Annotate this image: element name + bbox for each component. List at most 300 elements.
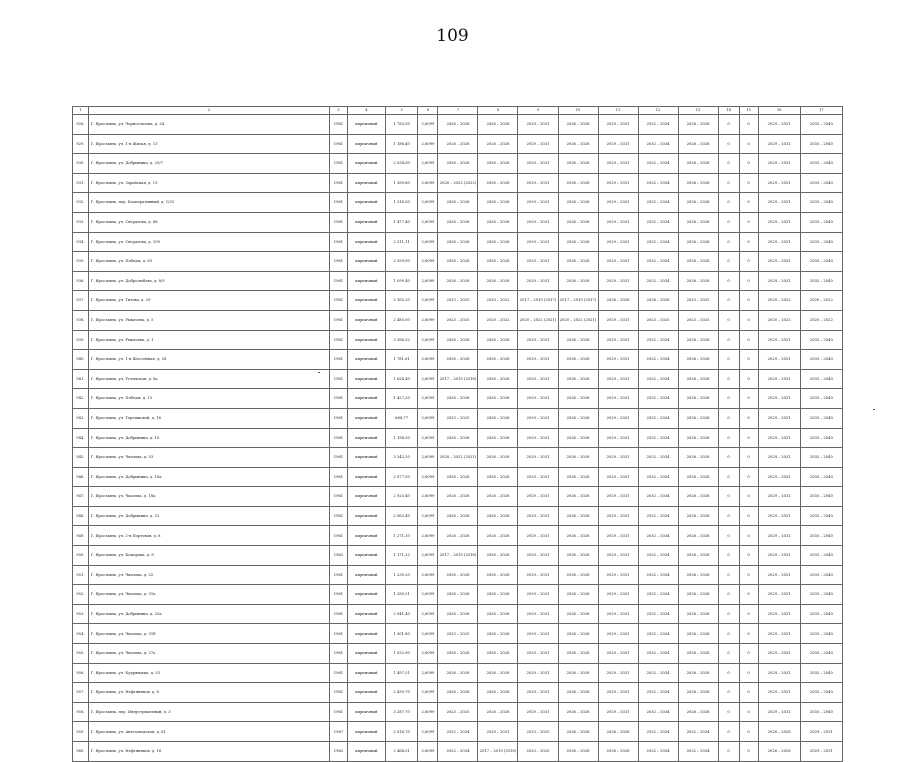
- table-cell: 2026 – 2028: [478, 369, 518, 389]
- table-cell: 937.: [73, 291, 89, 311]
- table-cell: 932.: [73, 193, 89, 213]
- table-cell: 2026 – 2028: [438, 271, 478, 291]
- table-cell: 2029 – 2031: [518, 683, 558, 703]
- table-cell: 2029 – 2031: [758, 232, 800, 252]
- table-cell: кирпичный: [347, 663, 385, 683]
- table-cell: кирпичный: [347, 330, 385, 350]
- capital-repair-schedule-table: [72, 106, 843, 762]
- column-header: 5: [385, 107, 418, 115]
- table-cell: 2,6099: [418, 467, 438, 487]
- table-row: [73, 506, 843, 526]
- table-cell: 2023 – 2025: [438, 291, 478, 311]
- table-cell: 2029 – 2031: [598, 350, 638, 370]
- table-cell: 2026 – 2028: [478, 565, 518, 585]
- address-cell: Г. Ярославль, ул. Автозаводская, д. 61: [88, 722, 329, 742]
- table-cell: 2026 – 2028: [438, 428, 478, 448]
- table-cell: 2035 – 2040: [800, 683, 842, 703]
- table-cell: кирпичный: [347, 134, 385, 154]
- address-cell: Г. Ярославль, ул. Добрынина, д. 22: [88, 506, 329, 526]
- table-cell: 2029 – 2031: [598, 369, 638, 389]
- table-cell: 0: [739, 212, 758, 232]
- table-cell: 2029 – 2031: [598, 252, 638, 272]
- table-cell: 2,6099: [418, 115, 438, 135]
- table-cell: 2,6099: [418, 369, 438, 389]
- table-cell: 0: [718, 448, 739, 468]
- table-cell: 2026 – 2028: [558, 408, 598, 428]
- table-cell: 0: [718, 604, 739, 624]
- table-cell: 1961: [330, 467, 348, 487]
- table-cell: 0: [718, 428, 739, 448]
- table-cell: 0: [718, 154, 739, 174]
- table-cell: 2029 – 2031: [518, 389, 558, 409]
- table-cell: 2,6099: [418, 585, 438, 605]
- address-cell: Г. Ярославль, ул. Чкалова, д. 31б: [88, 624, 329, 644]
- address-cell: Г. Ярославль, ул. Добрынина, д. 25а: [88, 604, 329, 624]
- table-cell: 0: [739, 506, 758, 526]
- table-cell: 2026 – 2028: [478, 389, 518, 409]
- column-header: 6: [418, 107, 438, 115]
- table-cell: 2017 – 2019 (2017): [558, 291, 598, 311]
- table-cell: 2 925,40: [385, 487, 418, 507]
- table-cell: 2029 – 2031: [518, 134, 558, 154]
- table-cell: 1961: [330, 330, 348, 350]
- table-cell: кирпичный: [347, 624, 385, 644]
- table-cell: 2029 – 2031: [598, 702, 638, 722]
- table-cell: 2032 – 2034: [438, 722, 478, 742]
- table-cell: 2035 – 2040: [800, 624, 842, 644]
- table-cell: 2023 – 2025: [678, 291, 718, 311]
- table-cell: 2032 – 2034: [638, 350, 678, 370]
- table-cell: 0: [739, 350, 758, 370]
- table-cell: 2032 – 2034: [678, 742, 718, 762]
- table-cell: 2026 – 2028: [438, 585, 478, 605]
- address-cell: Г. Ярославль, ул. Чкалова, д. 31а: [88, 585, 329, 605]
- table-header-row: [73, 107, 843, 115]
- table-row: [73, 232, 843, 252]
- address-cell: Г. Ярославль, ул. Чкалова, д. 25: [88, 565, 329, 585]
- table-cell: 2029 – 2031: [518, 350, 558, 370]
- table-cell: 2026 – 2028: [478, 663, 518, 683]
- table-cell: кирпичный: [347, 683, 385, 703]
- table-cell: 2029 – 2031: [518, 408, 558, 428]
- table-cell: 1961: [330, 683, 348, 703]
- table-cell: 941.: [73, 369, 89, 389]
- table-cell: 2,6099: [418, 742, 438, 762]
- table-cell: 0: [739, 154, 758, 174]
- table-cell: 2035 – 2040: [800, 428, 842, 448]
- table-cell: 2026 – 2028: [678, 369, 718, 389]
- column-header: 4: [347, 107, 385, 115]
- table-cell: 2020 – 2022 (2021): [558, 310, 598, 330]
- table-cell: 2,6099: [418, 134, 438, 154]
- table-cell: 2017 – 2019 (2018): [438, 546, 478, 566]
- table-cell: 2029 – 2031: [598, 467, 638, 487]
- table-cell: 2029 – 2031: [800, 722, 842, 742]
- table-cell: 2032 – 2034: [638, 742, 678, 762]
- table-cell: 2026 – 2028: [558, 624, 598, 644]
- table-cell: 0: [718, 232, 739, 252]
- table-cell: 2029 – 2031: [598, 193, 638, 213]
- table-cell: 2029 – 2031: [518, 212, 558, 232]
- table-cell: 2029 – 2031: [518, 232, 558, 252]
- table-cell: 0: [718, 173, 739, 193]
- table-cell: 944.: [73, 428, 89, 448]
- table-cell: 2 063,40: [385, 506, 418, 526]
- table-cell: 1961: [330, 663, 348, 683]
- table-cell: 2032 – 2034: [638, 624, 678, 644]
- table-cell: 2020 – 2022 (2021): [438, 448, 478, 468]
- address-cell: Г. Ярославль, ул. Комарова, д. 8: [88, 546, 329, 566]
- table-cell: 2035 – 2040: [800, 232, 842, 252]
- address-cell: Г. Ярославль, ул. Рыкачева, д. 1: [88, 330, 329, 350]
- table-cell: 2035 – 2040: [800, 154, 842, 174]
- table-row: [73, 310, 843, 330]
- table-cell: 2029 – 2031: [518, 585, 558, 605]
- table-cell: 2026 – 2028: [678, 389, 718, 409]
- table-cell: 2035 – 2040: [800, 526, 842, 546]
- table-cell: 2026 – 2028: [558, 526, 598, 546]
- table-cell: 2026 – 2028: [558, 154, 598, 174]
- table-cell: 2032 – 2034: [638, 330, 678, 350]
- table-cell: 2026 – 2028: [678, 467, 718, 487]
- table-cell: 1 099,40: [385, 271, 418, 291]
- table-cell: 2026 – 2028: [478, 683, 518, 703]
- table-cell: 2026 – 2028: [558, 115, 598, 135]
- table-cell: 2032 – 2034: [638, 644, 678, 664]
- table-row: [73, 115, 843, 135]
- table-cell: 2029 – 2031: [758, 526, 800, 546]
- table-row: [73, 702, 843, 722]
- table-cell: 0: [718, 487, 739, 507]
- column-header: 7: [438, 107, 478, 115]
- table-cell: 2032 – 2034: [638, 565, 678, 585]
- table-cell: 1961: [330, 604, 348, 624]
- table-cell: 2026 – 2028: [558, 369, 598, 389]
- table-cell: 2035 – 2040: [800, 408, 842, 428]
- table-cell: 5 165,33: [385, 291, 418, 311]
- table-cell: 2026 – 2028: [438, 134, 478, 154]
- table-cell: 2026 – 2028: [558, 663, 598, 683]
- table-cell: 2020 – 2022 (2021): [518, 310, 558, 330]
- table-cell: 2029 – 2031: [758, 193, 800, 213]
- table-cell: 2020 – 2022: [758, 310, 800, 330]
- table-cell: 0: [739, 428, 758, 448]
- table-cell: 2035 – 2040: [800, 702, 842, 722]
- table-cell: 1961: [330, 644, 348, 664]
- table-cell: 2029 – 2031: [518, 173, 558, 193]
- table-cell: 2026 – 2028: [438, 683, 478, 703]
- table-cell: 0: [718, 193, 739, 213]
- table-cell: 938.: [73, 310, 89, 330]
- table-cell: 2,6099: [418, 506, 438, 526]
- table-cell: 0: [718, 624, 739, 644]
- scan-speck: [318, 372, 320, 373]
- table-cell: 1961: [330, 487, 348, 507]
- table-cell: 2029 – 2031: [518, 448, 558, 468]
- table-cell: 0: [739, 585, 758, 605]
- table-cell: 2035 – 2040: [800, 448, 842, 468]
- table-row: [73, 663, 843, 683]
- table-cell: 2,6099: [418, 350, 438, 370]
- table-cell: 930.: [73, 154, 89, 174]
- table-cell: 2026 – 2028: [558, 252, 598, 272]
- table-cell: 2026 – 2028: [478, 428, 518, 448]
- table-cell: 2029 – 2031: [598, 663, 638, 683]
- table-cell: 2023 – 2025: [438, 702, 478, 722]
- table-cell: 2032 – 2034: [638, 683, 678, 703]
- table-cell: 2029 – 2031: [518, 428, 558, 448]
- table-cell: 0: [718, 467, 739, 487]
- table-cell: 1 389,60: [385, 173, 418, 193]
- table-cell: 2020 – 2022: [800, 291, 842, 311]
- table-cell: 1961: [330, 291, 348, 311]
- table-row: [73, 467, 843, 487]
- table-row: [73, 212, 843, 232]
- table-cell: 2032 – 2034: [638, 212, 678, 232]
- table-cell: 1 624,40: [385, 369, 418, 389]
- table-cell: 2026 – 2028: [678, 448, 718, 468]
- table-cell: 943.: [73, 408, 89, 428]
- table-cell: 0: [739, 644, 758, 664]
- address-cell: Г. Ярославль, ул. Нефтяников, д. 16: [88, 742, 329, 762]
- table-cell: 2029 – 2031: [598, 683, 638, 703]
- table-cell: 1961: [330, 232, 348, 252]
- table-cell: 2026 – 2028: [678, 428, 718, 448]
- table-cell: 2026 – 2028: [438, 526, 478, 546]
- table-cell: 2029 – 2031: [598, 487, 638, 507]
- table-cell: 2,6099: [418, 271, 438, 291]
- table-cell: 0: [718, 722, 739, 742]
- table-cell: 2029 – 2031: [518, 604, 558, 624]
- table-cell: 2026 – 2028: [558, 683, 598, 703]
- table-cell: 945.: [73, 448, 89, 468]
- table-cell: кирпичный: [347, 742, 385, 762]
- table-cell: 2032 – 2034: [638, 506, 678, 526]
- address-cell: Г. Ярославль, ул. Нефтяников, д. 8: [88, 683, 329, 703]
- table-cell: 2026 – 2028: [438, 506, 478, 526]
- table-cell: 2 016,70: [385, 722, 418, 742]
- table-cell: 1 497,51: [385, 663, 418, 683]
- table-cell: 2026 – 2028: [678, 604, 718, 624]
- table-cell: 2,6099: [418, 604, 438, 624]
- table-row: [73, 487, 843, 507]
- table-cell: 2029 – 2031: [598, 565, 638, 585]
- table-cell: 0: [718, 546, 739, 566]
- table-cell: 0: [718, 369, 739, 389]
- table-cell: 2,6099: [418, 546, 438, 566]
- table-cell: кирпичный: [347, 702, 385, 722]
- table-row: [73, 408, 843, 428]
- table-cell: 2029 – 2031: [518, 546, 558, 566]
- table-cell: 2026 – 2028: [478, 506, 518, 526]
- table-cell: 2026 – 2028: [478, 212, 518, 232]
- table-cell: 0: [718, 252, 739, 272]
- table-cell: 1961: [330, 193, 348, 213]
- table-cell: 2026 – 2028: [438, 115, 478, 135]
- table-cell: 1 516,50: [385, 193, 418, 213]
- table-cell: 2026 – 2028: [678, 663, 718, 683]
- table-cell: 2026 – 2028: [478, 271, 518, 291]
- address-cell: Г. Ярославль, ул. Добрынина, д. 29/7: [88, 154, 329, 174]
- table-cell: 2035 – 2040: [800, 212, 842, 232]
- table-cell: 2029 – 2031: [758, 565, 800, 585]
- table-cell: 2 077,50: [385, 467, 418, 487]
- table-cell: 0: [718, 644, 739, 664]
- table-cell: 2029 – 2031: [758, 350, 800, 370]
- table-cell: 1961: [330, 408, 348, 428]
- table-cell: 2032 – 2034: [638, 193, 678, 213]
- table-cell: 2029 – 2031: [598, 546, 638, 566]
- table-cell: 1961: [330, 369, 348, 389]
- table-cell: 2032 – 2034: [638, 271, 678, 291]
- table-cell: 2029 – 2031: [518, 663, 558, 683]
- table-cell: 0: [718, 212, 739, 232]
- table-cell: 2023 – 2025: [438, 624, 478, 644]
- table-cell: 2023 – 2025: [438, 310, 478, 330]
- table-cell: 2029 – 2031: [598, 624, 638, 644]
- table-cell: 0: [739, 115, 758, 135]
- table-cell: 2020 – 2022: [758, 291, 800, 311]
- table-cell: 0: [739, 742, 758, 762]
- table-cell: 2035 – 2040: [800, 644, 842, 664]
- table-cell: 2 464,01: [385, 742, 418, 762]
- column-header: 1: [73, 107, 89, 115]
- table-cell: 2026 – 2028: [678, 154, 718, 174]
- table-cell: 2026 – 2028: [678, 212, 718, 232]
- table-cell: 2032 – 2034: [638, 546, 678, 566]
- table-cell: 2029 – 2031: [598, 212, 638, 232]
- table-cell: 946.: [73, 467, 89, 487]
- table-cell: 2026 – 2028: [558, 389, 598, 409]
- table-cell: 940.: [73, 350, 89, 370]
- table-cell: 0: [739, 526, 758, 546]
- table-cell: 2,6099: [418, 624, 438, 644]
- table-cell: 0: [739, 193, 758, 213]
- table-row: [73, 330, 843, 350]
- table-cell: 2029 – 2031: [758, 546, 800, 566]
- table-cell: 0: [718, 115, 739, 135]
- table-cell: 0: [739, 624, 758, 644]
- table-cell: 942.: [73, 389, 89, 409]
- table-cell: 2035 – 2040: [800, 271, 842, 291]
- address-cell: Г. Ярославль, ул. 1-я Жилая, д. 13: [88, 134, 329, 154]
- table-cell: 2032 – 2034: [638, 389, 678, 409]
- table-cell: 0: [718, 408, 739, 428]
- table-cell: 0: [718, 310, 739, 330]
- table-cell: 2029 – 2031: [758, 448, 800, 468]
- table-cell: 2026 – 2028: [478, 134, 518, 154]
- table-cell: 1961: [330, 428, 348, 448]
- table-cell: 2,6099: [418, 193, 438, 213]
- column-header: 9: [518, 107, 558, 115]
- table-cell: 2029 – 2031: [518, 624, 558, 644]
- table-cell: 2026 – 2028: [478, 604, 518, 624]
- table-cell: 2,6099: [418, 526, 438, 546]
- table-cell: 2029 – 2031: [518, 467, 558, 487]
- table-cell: кирпичный: [347, 585, 385, 605]
- table-row: [73, 585, 843, 605]
- table-cell: 2029 – 2031: [598, 428, 638, 448]
- table-cell: 668,77: [385, 408, 418, 428]
- table-cell: 2032 – 2034: [678, 722, 718, 742]
- address-cell: Г. Ярославль, ул. Титова, д. 29: [88, 291, 329, 311]
- address-cell: Г. Ярославль, ул. Чкалова, д. 18а: [88, 487, 329, 507]
- table-cell: 2029 – 2031: [758, 271, 800, 291]
- table-cell: 1961: [330, 389, 348, 409]
- table-cell: 2029 – 2031: [518, 702, 558, 722]
- table-cell: 2026 – 2028: [678, 271, 718, 291]
- table-cell: 0: [739, 565, 758, 585]
- table-cell: 2035 – 2040: [800, 604, 842, 624]
- table-cell: 2017 – 2019 (2017): [518, 291, 558, 311]
- table-row: [73, 604, 843, 624]
- table-cell: 2023 – 2025: [518, 722, 558, 742]
- table-cell: 2029 – 2031: [598, 526, 638, 546]
- table-cell: 2026 – 2028: [478, 702, 518, 722]
- table-cell: 3 243,20: [385, 448, 418, 468]
- table-cell: 2026 – 2028: [558, 506, 598, 526]
- table-row: [73, 742, 843, 762]
- address-cell: Г. Ярославль, пер. Кооперативный, д. 1/25: [88, 193, 329, 213]
- address-cell: Г. Ярославль, ул. Свердлова, д. 88: [88, 212, 329, 232]
- table-cell: 2,6099: [418, 310, 438, 330]
- table-cell: 2032 – 2034: [638, 134, 678, 154]
- table-cell: 1961: [330, 565, 348, 585]
- table-cell: 929.: [73, 134, 89, 154]
- table-cell: 0: [739, 467, 758, 487]
- table-cell: 0: [739, 702, 758, 722]
- table-cell: кирпичный: [347, 408, 385, 428]
- table-cell: 0: [739, 604, 758, 624]
- table-cell: 2026 – 2028: [678, 408, 718, 428]
- table-cell: 2029 – 2031: [758, 173, 800, 193]
- address-cell: Г. Ярославль, пер. Индустриальный, д. 3: [88, 702, 329, 722]
- table-cell: 1961: [330, 154, 348, 174]
- table-cell: 0: [718, 526, 739, 546]
- table-cell: 2029 – 2031: [518, 526, 558, 546]
- address-cell: Г. Ярославль, ул. Рыкачева, д. 5: [88, 310, 329, 330]
- table-cell: 1961: [330, 585, 348, 605]
- table-cell: 2032 – 2034: [638, 663, 678, 683]
- table-cell: 954.: [73, 624, 89, 644]
- table-cell: 2026 – 2028: [558, 565, 598, 585]
- table-cell: 2,6099: [418, 330, 438, 350]
- table-cell: 2029 – 2031: [758, 330, 800, 350]
- table-cell: 2026 – 2028: [438, 193, 478, 213]
- table-cell: 2035 – 2040: [800, 506, 842, 526]
- table-cell: 2026 – 2028: [678, 252, 718, 272]
- table-cell: 2032 – 2034: [638, 369, 678, 389]
- table-cell: 1 477,40: [385, 212, 418, 232]
- table-cell: 2026 – 2028: [558, 585, 598, 605]
- table-cell: кирпичный: [347, 467, 385, 487]
- table-cell: 2026 – 2028: [558, 604, 598, 624]
- table-cell: 2,6099: [418, 173, 438, 193]
- table-cell: 2026 – 2028: [438, 330, 478, 350]
- table-row: [73, 193, 843, 213]
- table-cell: 2029 – 2031: [598, 408, 638, 428]
- table-cell: 2029 – 2031: [758, 702, 800, 722]
- table-cell: 2029 – 2031: [518, 252, 558, 272]
- table-cell: 956.: [73, 663, 89, 683]
- table-cell: 2026 – 2028: [558, 702, 598, 722]
- table-cell: 1961: [330, 526, 348, 546]
- table-cell: 2029 – 2031: [478, 722, 518, 742]
- table-cell: 2,6099: [418, 252, 438, 272]
- table-cell: 0: [739, 448, 758, 468]
- table-cell: 2026 – 2028: [478, 252, 518, 272]
- table-cell: кирпичный: [347, 428, 385, 448]
